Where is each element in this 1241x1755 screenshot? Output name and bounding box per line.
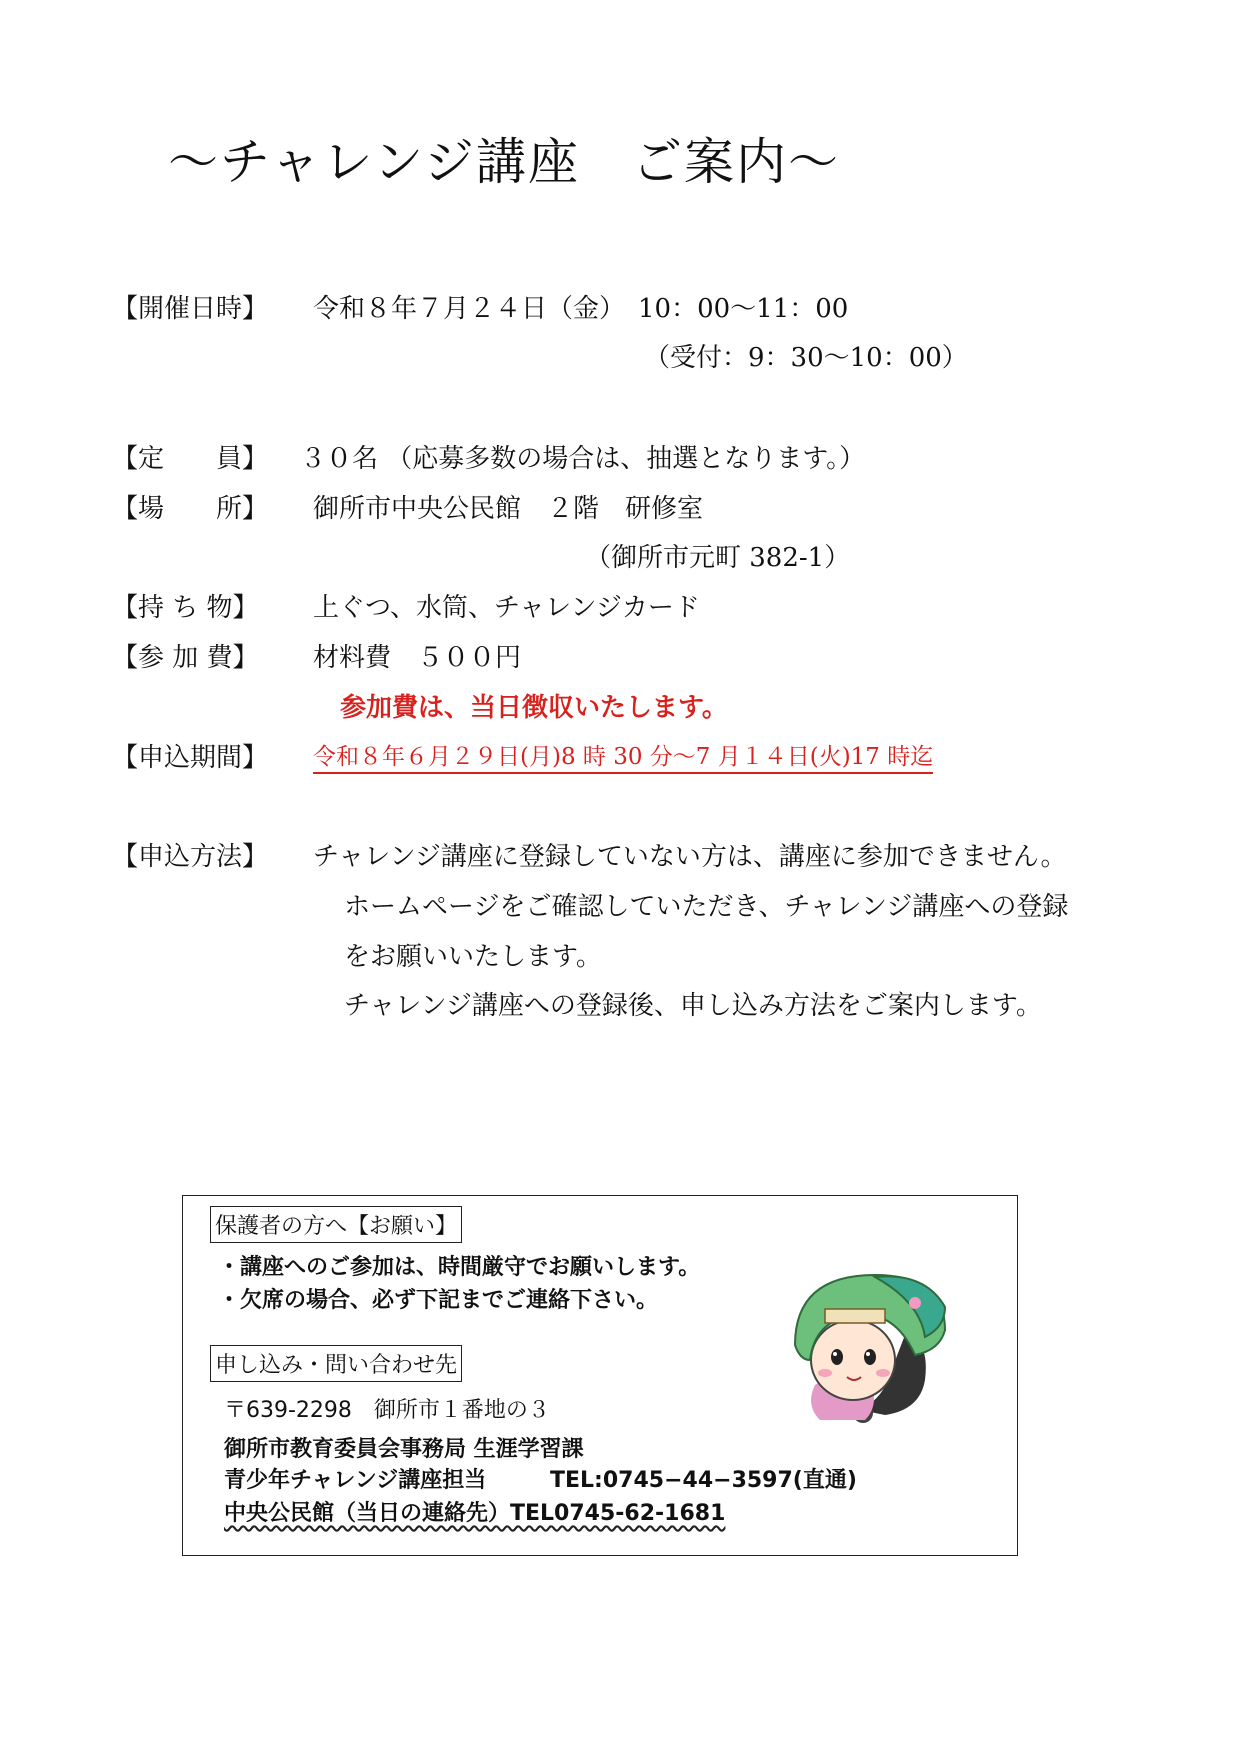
method-line-1: チャレンジ講座に登録していない方は、講座に参加できません。 (313, 842, 1067, 872)
place-label: 【場 所】 (112, 494, 269, 524)
place-value: 御所市中央公民館 ２階 研修室 (313, 494, 704, 524)
contact-person: 青少年チャレンジ講座担当 (224, 1468, 487, 1493)
date-value: 令和８年７月２４日（金） 10：00〜11：00 (313, 294, 849, 324)
contact-address: 〒639-2298 御所市１番地の３ (224, 1398, 550, 1423)
notice-item-1: ・講座へのご参加は、時間厳守でお願いします。 (218, 1255, 701, 1280)
notice-item-2: ・欠席の場合、必ず下記までご連絡下さい。 (218, 1288, 659, 1313)
reception-time: （受付：9：30〜10：00） (644, 343, 968, 373)
fee-value: 材料費 ５００円 (313, 643, 522, 673)
contact-tel: TEL:0745−44−3597(直通) (550, 1468, 857, 1493)
method-label: 【申込方法】 (112, 842, 269, 872)
method-line-4: チャレンジ講座への登録後、申し込み方法をご案内します。 (344, 991, 1042, 1021)
fee-note: 参加費は、当日徴収いたします。 (340, 693, 728, 723)
contact-venue: 中央公民館（当日の連絡先）TEL0745-62-1681 (224, 1501, 726, 1526)
method-line-3: をお願いいたします。 (344, 942, 602, 972)
items-label: 【持 ち 物】 (112, 593, 259, 623)
date-label: 【開催日時】 (112, 294, 269, 324)
period-value: 令和８年６月２９日(月)8 時 30 分〜7 月１４日(火)17 時迄 (313, 744, 933, 774)
items-value: 上ぐつ、水筒、チャレンジカード (313, 593, 700, 623)
place-address: （御所市元町 382-1） (585, 543, 851, 573)
method-line-2: ホームページをご確認していただき、チャレンジ講座への登録 (344, 892, 1069, 922)
period-label: 【申込期間】 (112, 743, 269, 773)
period-value-wrap (313, 738, 933, 771)
page-title: 〜チャレンジ講座 ご案内〜 (168, 133, 840, 191)
contact-office: 御所市教育委員会事務局 生涯学習課 (224, 1437, 584, 1462)
mascot-illustration-icon (775, 1265, 955, 1425)
notice-heading: 保護者の方へ【お願い】 (210, 1206, 462, 1243)
capacity-label: 【定 員】 (112, 444, 269, 474)
contact-heading: 申し込み・問い合わせ先 (210, 1345, 462, 1382)
fee-label: 【参 加 費】 (112, 643, 259, 673)
capacity-value: ３０名 （応募多数の場合は、抽選となります。） (300, 444, 866, 474)
